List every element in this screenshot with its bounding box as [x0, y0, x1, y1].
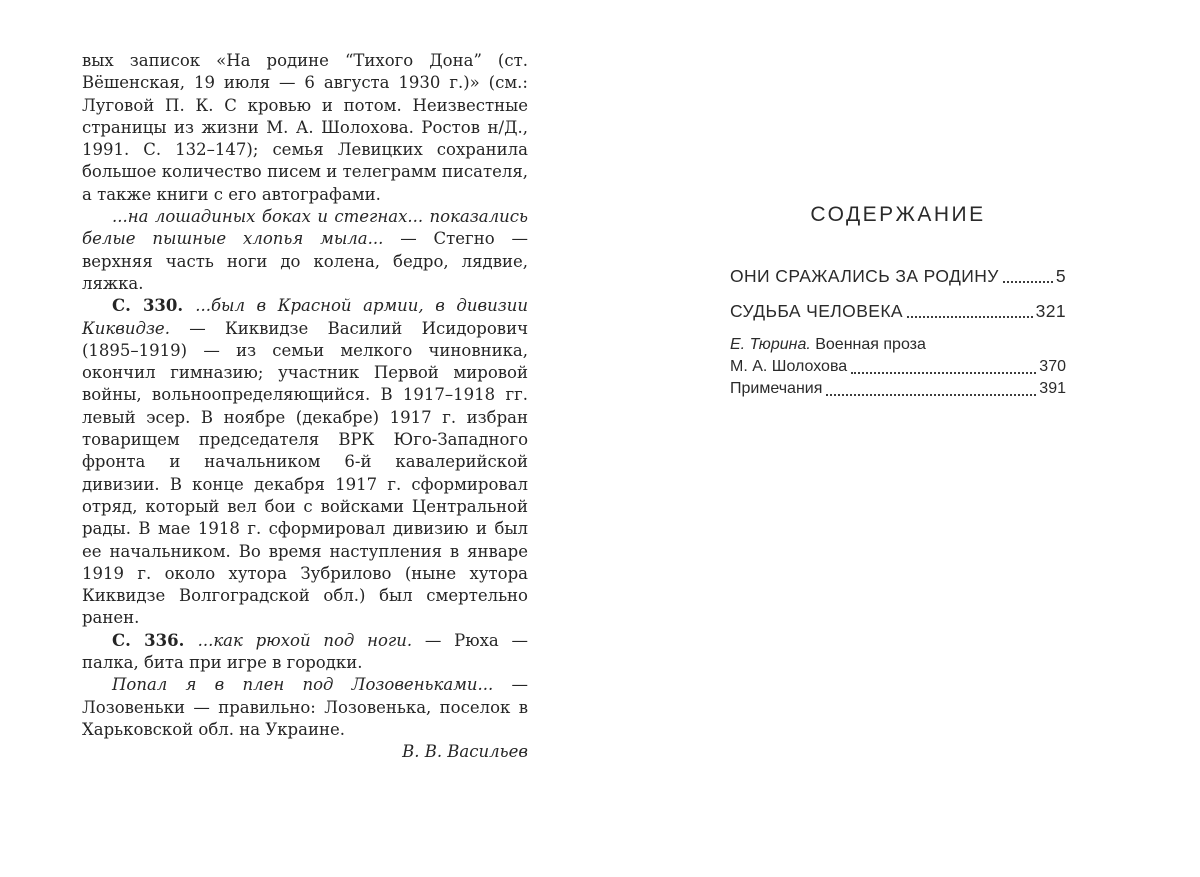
toc-page-number: 5 — [1055, 266, 1066, 286]
paragraph — [82, 630, 528, 675]
toc-page-number: 321 — [1035, 301, 1066, 321]
text-segment: вых записок «На родине “Тихого Дона” (ст. Вёшенская, 19 июля — 6 августа 1930 г.)» (см.: Луговой П. К. С кровью и потом. Неизвестные страницы из жизни М. А. Шолохова. Ростов н/Д., 1991. С. 132–147); семья Левицких сохранила большое количество писем и телеграмм писателя, а также книги с его автографами. — [82, 51, 528, 204]
toc-page-number: 391 — [1039, 380, 1066, 397]
text-segment: ОНИ СРАЖАЛИСЬ ЗА РОДИНУ — [730, 266, 999, 286]
toc-entry-label — [730, 378, 822, 400]
toc-entry — [730, 378, 1066, 400]
text-segment: — Лозовеньки — правильно: Лозовенька, поселок в Харьковской обл. на Украине. — [82, 675, 528, 739]
toc-entry-first-line — [730, 334, 1066, 356]
right-page-toc — [730, 203, 1066, 400]
text-segment: Примечания — [730, 380, 823, 397]
toc-dotted-leader — [907, 316, 1033, 318]
text-segment: Военная проза — [810, 336, 926, 353]
text-segment: ...на лошадиных боках и стегнах... показались белые пышные хлопья мыла... — [82, 207, 528, 249]
toc-entry-label — [730, 266, 999, 287]
left-page-text — [82, 50, 528, 764]
toc-dotted-leader — [826, 394, 1036, 396]
text-segment: СУДЬБА ЧЕЛОВЕКА — [730, 301, 904, 321]
toc-dotted-leader — [1003, 281, 1053, 283]
toc-entry-row — [730, 378, 1066, 400]
toc-entry — [730, 266, 1066, 287]
text-segment: ...как рюхой под ноги. — [197, 630, 425, 650]
toc-entry-row — [730, 266, 1066, 287]
toc-entry-row — [730, 356, 1066, 378]
toc-entry — [730, 301, 1066, 322]
paragraph — [82, 295, 528, 629]
text-segment: М. А. Шолохова — [730, 358, 848, 375]
toc-entries — [730, 266, 1066, 400]
toc-page-number: 370 — [1039, 358, 1066, 375]
text-segment: — Стегно — верхняя часть ноги до колена, бедро, лядвие, ляжка. — [82, 229, 528, 293]
text-segment: — Рюха — палка, бита при игре в городки. — [82, 630, 528, 673]
toc-dotted-leader — [851, 372, 1036, 374]
text-segment: Попал я в плен под Лозовеньками... — [112, 675, 512, 695]
paragraph — [82, 206, 528, 295]
text-segment: С. 336. — [112, 630, 198, 650]
text-segment: С. 330. — [112, 296, 196, 316]
toc-title: СОДЕРЖАНИЕ — [810, 203, 986, 226]
toc-entry — [730, 334, 1066, 378]
toc-entry-row — [730, 301, 1066, 322]
paragraph — [82, 50, 528, 206]
author-signature: В. В. Васильев — [402, 742, 528, 762]
toc-entry-label — [730, 301, 903, 322]
text-segment: ...был в Красной армии, в дивизии Киквидзе. — [82, 296, 528, 338]
paragraph — [82, 674, 528, 741]
text-segment: Е. Тюрина. — [730, 336, 811, 353]
text-segment: — Киквидзе Василий Исидорович (1895–1919) — из семьи мелкого чиновника, окончил гимназию; участник Первой мировой войны, вольноопределяющийся. В 1917–1918 гг. левый эсер. В ноябре (декабре) 1917 г. избран товарищем председателя ВРК Юго-Западного фронта и начальником 6-й кавалерийской дивизии. В конце декабря 1917 г. сформировал отряд, который вел бои с войсками Центральной рады. В мае 1918 г. сформировал дивизию и был ее начальником. Во время наступления в январе 1919 г. около хутора Зубрилово (ныне хутора Киквидзе Волгоградской обл.) был смертельно ранен. — [82, 318, 528, 628]
toc-entry-label — [730, 356, 847, 378]
